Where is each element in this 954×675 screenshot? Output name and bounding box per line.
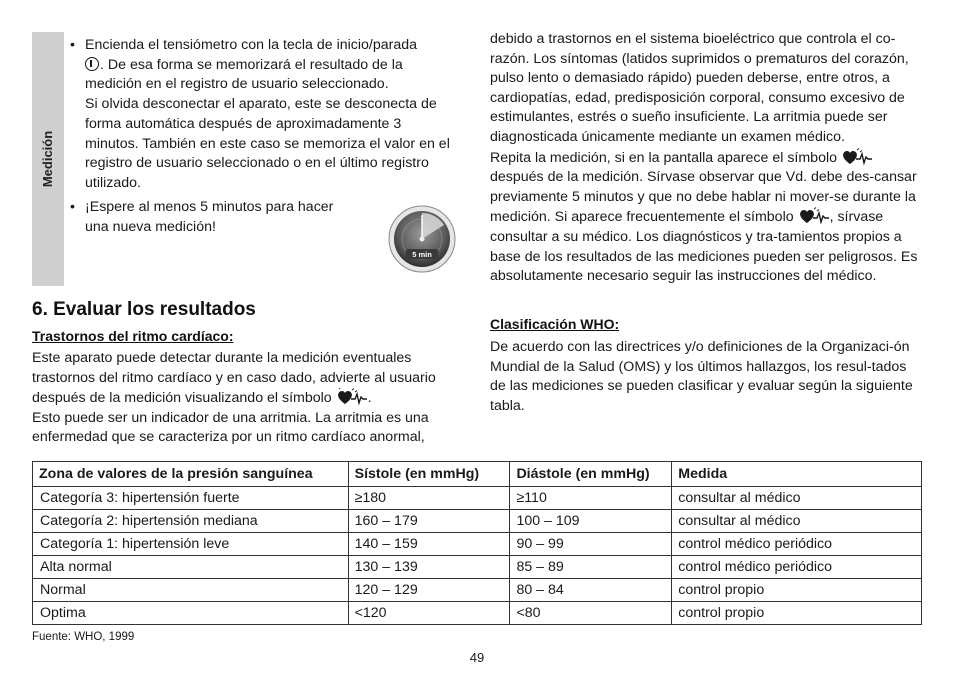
table-row [33,487,922,510]
who-classification-table [32,461,922,625]
table-cell: consultar al médico [672,510,922,533]
bullet-wait [70,198,360,237]
irregular-heartbeat-icon [841,148,873,166]
table-cell: 140 – 159 [348,533,510,556]
paragraph-text: Esto puede ser un indicador de una arritmia. La arritmia es una enfermedad que se caracteriza por un ritmo cardíaco anormal, [32,409,429,446]
paragraph-text: . [367,390,372,407]
table-cell: control propio [672,579,922,602]
table-header-row [33,462,922,487]
power-button-icon [85,57,99,71]
right-paragraph-3: De acuerdo con las directrices y/o definiciones de la Organizaci-ón Mundial de la Salud (OMS) y los últimos hallazgos, los resul-tados de las mediciones se pueden clasificar y evaluar según la siguiente tabla. [490,339,913,414]
table-cell: <120 [348,602,510,625]
table-cell: 160 – 179 [348,510,510,533]
right-column [490,30,922,287]
table-cell: control propio [672,602,922,625]
table-cell: Categoría 2: hipertensión mediana [33,510,349,533]
table-header: Zona de valores de la presión sanguínea [33,462,349,487]
table-cell: 90 – 99 [510,533,672,556]
bullet-text: ¡Espere al menos 5 minutos para hacer una nueva medición! [85,199,334,235]
table-cell: 130 – 139 [348,556,510,579]
bullet-power-on [70,36,456,194]
table-cell: Normal [33,579,349,602]
source-note: Fuente: WHO, 1999 [32,631,135,643]
table-cell: consultar al médico [672,487,922,510]
paragraph-text: Repita la medición, si en la pantalla aparece el símbolo [490,149,838,166]
bullet-text: Encienda el tensiómetro con la tecla de inicio/parada [85,37,418,53]
bullet-text: . De esa forma se memorizará el resultado de la medición en el registro de usuario seleccionado. [85,56,403,93]
table-cell: 120 – 129 [348,579,510,602]
table-cell: Categoría 3: hipertensión fuerte [33,487,349,510]
irregular-heartbeat-icon [336,388,368,406]
table-cell: ≥180 [348,487,510,510]
table-cell: 85 – 89 [510,556,672,579]
table-header: Sístole (en mmHg) [348,462,510,487]
paragraph-text: Este aparato puede detectar durante la medición eventuales trastornos del ritmo cardíaco y en caso dado, advierte al usuario después de la medición visualizando el símbolo [32,350,436,407]
table-row [33,579,922,602]
stopwatch-icon [388,205,456,273]
stopwatch-label: 5 min [412,250,432,259]
bullet-text: Si olvida desconectar el aparato, este se desconecta de forma automática después de aproximadamente 3 minutos. También en este caso se memoriza el valor en el registro de usuario seleccionado o en el último registro utilizado. [85,96,450,191]
table-cell: 100 – 109 [510,510,672,533]
table-cell: control médico periódico [672,556,922,579]
page-number: 49 [469,650,485,665]
left-paragraph [32,349,462,448]
table-cell: Optima [33,602,349,625]
table-cell: Alta normal [33,556,349,579]
paragraph-text: después de la medición. Sírvase observar que Vd. debe des-cansar previamente 5 minutos y que no debe hablar ni mover-se durante la medición. Si aparece frecuentemente el símbolo [490,169,917,226]
table-cell: Categoría 1: hipertensión leve [33,533,349,556]
side-tab [32,32,64,286]
table-row [33,533,922,556]
table-cell: 80 – 84 [510,579,672,602]
side-tab-label: Medición [40,130,55,188]
right-paragraph-1: debido a trastornos en el sistema bioeléctrico que controla el co-razón. Los síntomas (latidos suprimidos o prematuros del corazón, pulso lento o demasiado rápido) pueden deberse, entre otros, a cardiopatías, edad, predisposición corporal, consumo excesivo de estimulantes, estrés o sueño insuficiente. La arritmia puede ser diagnosticada únicamente mediante un examen médico. [490,31,909,145]
irregular-heartbeat-icon [798,207,830,225]
subheading-arrhythmia: Trastornos del ritmo cardíaco: [32,328,234,344]
paragraph-text: , sírvase consultar a su médico. Los diagnósticos y tra-tamientos propios a base de los resultados de las mediciones pueden ser peligrosos. Es absolutamente necesario seguir las instrucciones del médico. [490,209,918,285]
section-title: 6. Evaluar los resultados [32,299,256,320]
table-row [33,602,922,625]
table-header: Medida [672,462,922,487]
table-cell: ≥110 [510,487,672,510]
table-row [33,510,922,533]
table-cell: <80 [510,602,672,625]
subheading-who: Clasificación WHO: [490,316,620,332]
table-header: Diástole (en mmHg) [510,462,672,487]
table-row [33,556,922,579]
table-cell: control médico periódico [672,533,922,556]
